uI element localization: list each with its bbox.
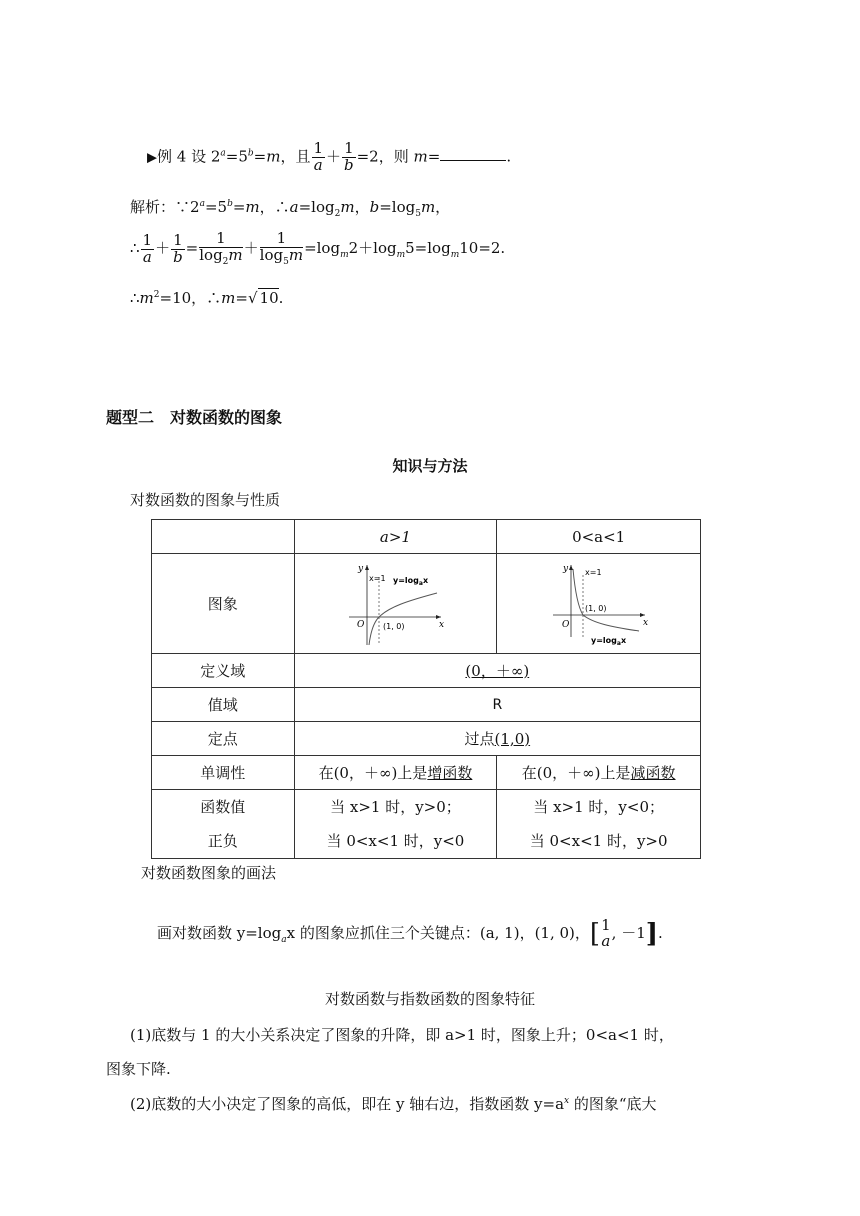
drawing-method-text: 画对数函数 $y=\log_ax$ 的图象应抓住三个关键点：(a, 1)，(1, 0)，[ 1 a , －1]. [157,916,663,950]
header-a-lt-1: 0<a<1 [497,520,701,554]
feature-2: (2)底数的大小决定了图象的高低，即在 y 轴右边，指数函数 $y=a^x$ 的图象“底大 [130,1095,657,1113]
svg-text:x: x [439,619,445,630]
log-function-properties-table [151,519,701,859]
header-a-gt-1: a>1 [294,520,497,554]
svg-text:y=logax: $y=\log_ax$ [590,635,626,647]
drawing-method-title: 对数函数图象的画法 [141,864,277,882]
table-row [152,520,701,554]
row-label-monotonicity: 单调性 [152,756,295,790]
table-row [152,688,701,722]
table-intro: 对数函数的图象与性质 [130,491,281,509]
knowledge-title: 知识与方法 [392,457,468,475]
range-value: R [294,688,700,722]
graph-cell-increasing [294,554,497,654]
svg-text:O: O [357,619,365,630]
svg-text:O: O [561,619,570,630]
table-row: 定点 过点(1,0) [152,722,701,756]
table-row: 函数值 正负 当 x>1 时，y>0； 当 0<x<1 时，y<0 当 x>1 时，y<0； 当 0<x<1 时，y>0 [152,790,701,859]
feature-1-line-1: (1)底数与 1 的大小关系决定了图象的升降，即 a>1 时，图象上升；0<a<1 时， [130,1026,674,1044]
svg-text:y=logax: $y=\log_ax$ [393,575,429,587]
solution-line-3: $\therefore m^2=10$，∴m=√ 10. [130,289,284,307]
svg-text:y: y [358,563,364,574]
solution-line-2: ∴ $\frac{1}{a}$ ＋ $\frac{1}{b}$ = $\frac{1}{\log_2m}$ ＋ $\frac{1}{\log_5m}$ $=\log_m2+\log_m5=\log_m10=2$. [130,229,506,267]
svg-text:(1, 0): (1, 0) [383,621,405,631]
solution-line-1: 解析：$\because 2^a=5^b=m$，$\therefore a=\log_2m$，$b=\log_5m$， [130,198,451,219]
svg-text:y: y [562,563,568,574]
table-row [152,554,701,654]
svg-text:x: x [642,617,648,628]
feature-1-line-2: 图象下降. [106,1060,171,1078]
row-label-graph: 图象 [152,554,295,654]
table-row: 单调性 在(0，＋∞)上是增函数 在(0，＋∞)上是减函数 [152,756,701,790]
graph-log-decreasing [549,561,649,647]
fixed-point-value: (1,0) [494,730,531,748]
svg-text:x=1: x=1 [584,567,602,577]
graph-log-increasing [345,561,445,647]
row-label-domain: 定义域 [152,654,295,688]
row-label-fixed-point: 定点 [152,722,295,756]
triangle-marker-icon: ▶ [147,150,157,166]
answer-blank [440,148,506,161]
graph-cell-decreasing [497,554,701,654]
svg-text:(1, 0): (1, 0) [584,603,607,613]
svg-text:x=1: x=1 [369,573,386,583]
example-4: ▶例 4 设 $2^a=5^b=m$，且 $\frac{1}{a}$ ＋ $\frac{1}{b}$ =2，则 m= . [147,139,512,174]
row-label-sign: 函数值 正负 [152,790,295,859]
table-row [152,654,701,688]
fraction-1-over-b: $\frac{1}{b}$ [344,139,354,174]
row-label-range: 值域 [152,688,295,722]
features-title: 对数函数与指数函数的图象特征 [324,990,535,1008]
fraction-1-over-a: $\frac{1}{a}$ [313,139,324,174]
mono-increasing: 增函数 [427,764,473,782]
domain-value: (0，＋∞) [465,662,530,680]
sqrt-icon: √ [247,289,258,307]
mono-decreasing: 减函数 [630,764,676,782]
section-title: 题型二 对数函数的图象 [106,408,283,427]
